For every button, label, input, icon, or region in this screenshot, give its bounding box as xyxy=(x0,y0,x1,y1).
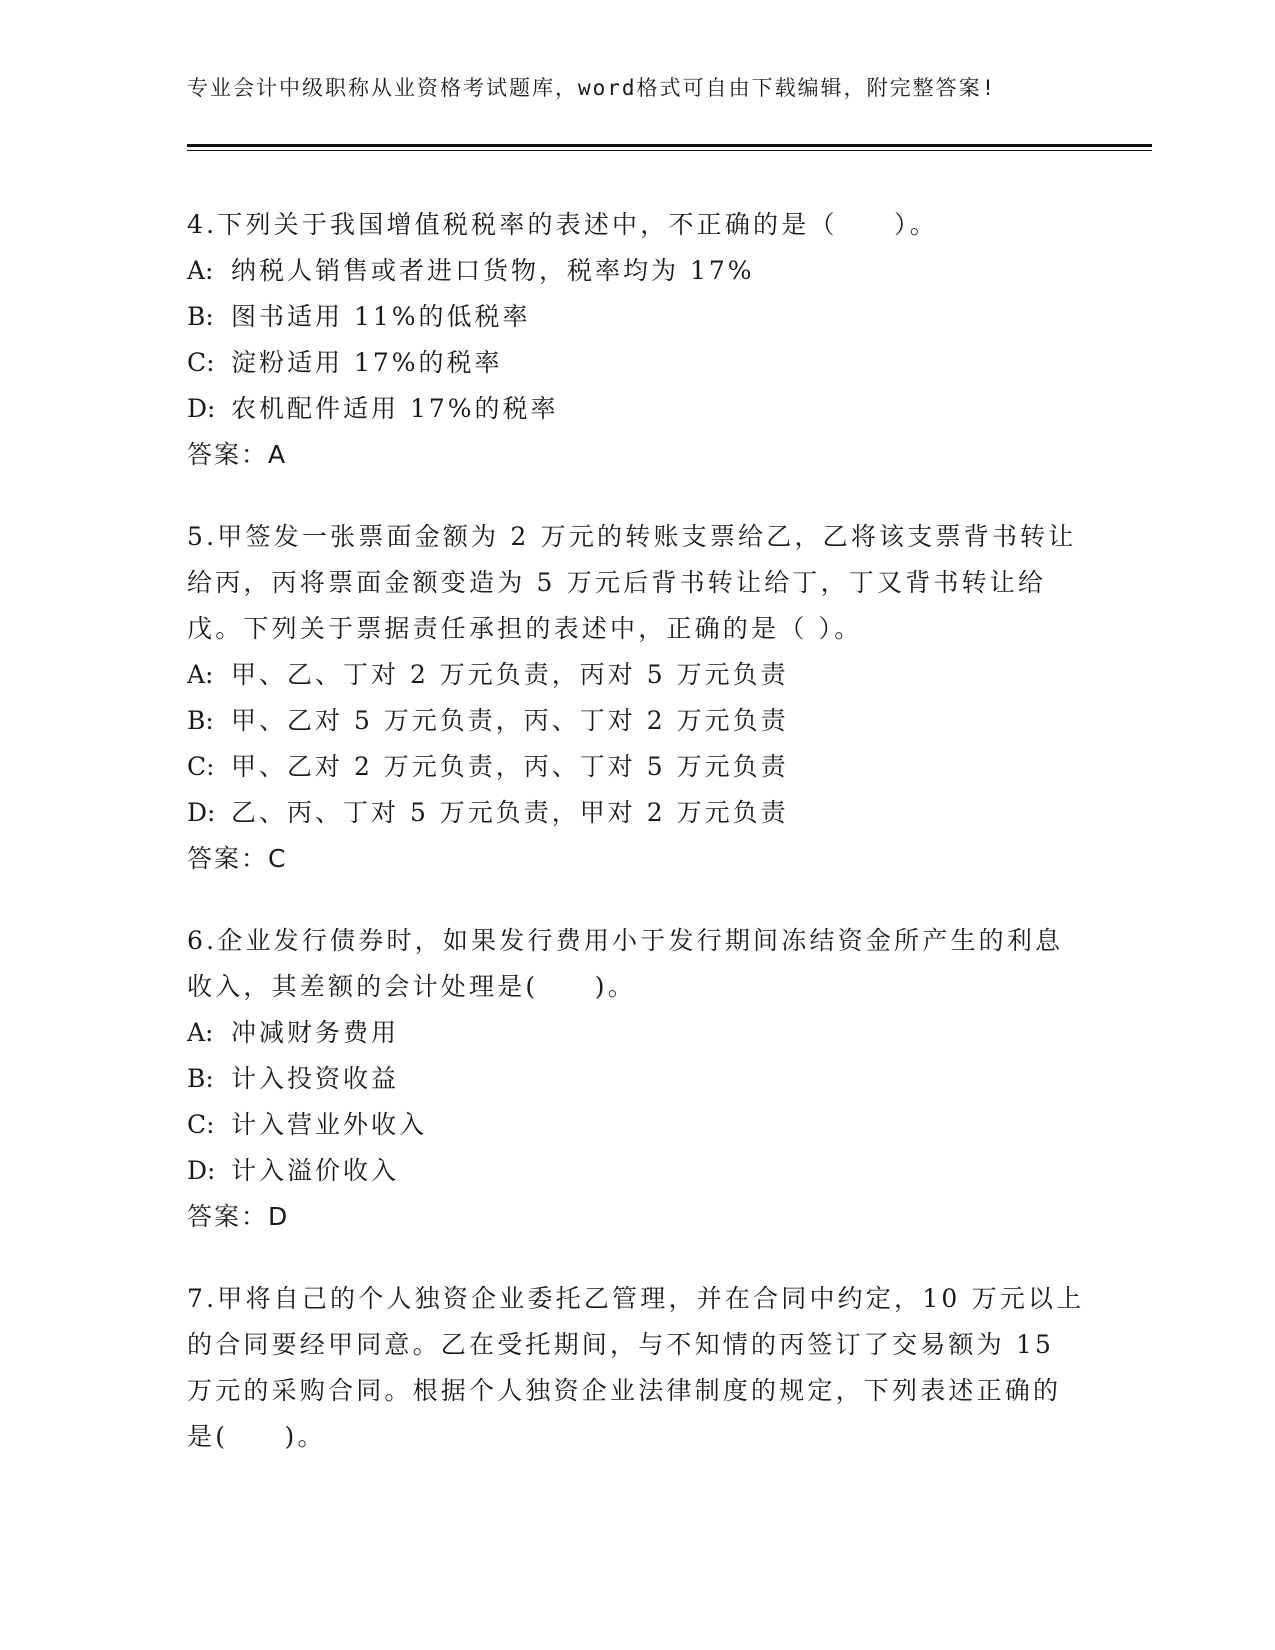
option-c xyxy=(187,1102,1087,1148)
option-text: 甲、乙、丁对 2 万元负责，丙对 5 万元负责 xyxy=(231,660,789,689)
option-key: B: xyxy=(187,706,214,735)
option-c xyxy=(187,744,1087,790)
header-rule-thick xyxy=(187,144,1152,147)
question-6 xyxy=(187,918,1087,1240)
option-c xyxy=(187,340,1087,386)
option-text: 农机配件适用 17%的税率 xyxy=(231,394,559,423)
page-header: 专业会计中级职称从业资格考试题库，word格式可自由下载编辑，附完整答案! xyxy=(187,76,997,100)
option-text: 图书适用 11%的低税率 xyxy=(231,302,531,331)
question-stem: 5.甲签发一张票面金额为 2 万元的转账支票给乙，乙将该支票背书转让给丙，丙将票面金额变造为 5 万元后背书转让给丁，丁又背书转让给戊。下列关于票据责任承担的表述中，正确的是（ ）。 xyxy=(187,522,1077,643)
option-text: 计入溢价收入 xyxy=(231,1156,400,1185)
option-key: D: xyxy=(187,1156,216,1185)
option-a xyxy=(187,652,1087,698)
option-text: 乙、丙、丁对 5 万元负责，甲对 2 万元负责 xyxy=(231,798,789,827)
option-b xyxy=(187,1056,1087,1102)
option-a xyxy=(187,248,1087,294)
question-4 xyxy=(187,202,1087,478)
answer: 答案：C xyxy=(187,844,288,873)
answer: 答案：A xyxy=(187,440,288,469)
option-d xyxy=(187,790,1087,836)
header-rule-thin xyxy=(187,150,1152,151)
answer: 答案：D xyxy=(187,1202,290,1231)
option-text: 纳税人销售或者进口货物，税率均为 17% xyxy=(231,256,755,285)
option-text: 计入营业外收入 xyxy=(231,1110,428,1139)
question-list xyxy=(187,202,1087,1496)
question-stem: 7.甲将自己的个人独资企业委托乙管理，并在合同中约定，10 万元以上的合同要经甲同意。乙在受托期间，与不知情的丙签订了交易额为 15 万元的采购合同。根据个人独资企业法律制度的规定，下列表述正确的是( )。 xyxy=(187,1284,1085,1451)
question-stem: 6.企业发行债券时，如果发行费用小于发行期间冻结资金所产生的利息收入，其差额的会计处理是( )。 xyxy=(187,926,1064,1001)
option-key: A: xyxy=(187,660,214,689)
option-key: C: xyxy=(187,752,215,781)
option-b xyxy=(187,294,1087,340)
option-a xyxy=(187,1010,1087,1056)
option-text: 甲、乙对 2 万元负责，丙、丁对 5 万元负责 xyxy=(231,752,789,781)
option-text: 淀粉适用 17%的税率 xyxy=(231,348,503,377)
option-text: 计入投资收益 xyxy=(231,1064,400,1093)
option-text: 冲减财务费用 xyxy=(231,1018,400,1047)
option-b xyxy=(187,698,1087,744)
option-text: 甲、乙对 5 万元负责，丙、丁对 2 万元负责 xyxy=(231,706,789,735)
option-key: A: xyxy=(187,1018,214,1047)
option-key: A: xyxy=(187,256,214,285)
question-stem: 4.下列关于我国增值税税率的表述中，不正确的是（ ）。 xyxy=(187,210,938,239)
question-7 xyxy=(187,1276,1087,1460)
option-key: C: xyxy=(187,1110,215,1139)
option-key: C: xyxy=(187,348,215,377)
option-key: D: xyxy=(187,798,216,827)
option-key: D: xyxy=(187,394,216,423)
option-d xyxy=(187,386,1087,432)
option-key: B: xyxy=(187,1064,214,1093)
option-key: B: xyxy=(187,302,214,331)
option-d xyxy=(187,1148,1087,1194)
question-5 xyxy=(187,514,1087,882)
